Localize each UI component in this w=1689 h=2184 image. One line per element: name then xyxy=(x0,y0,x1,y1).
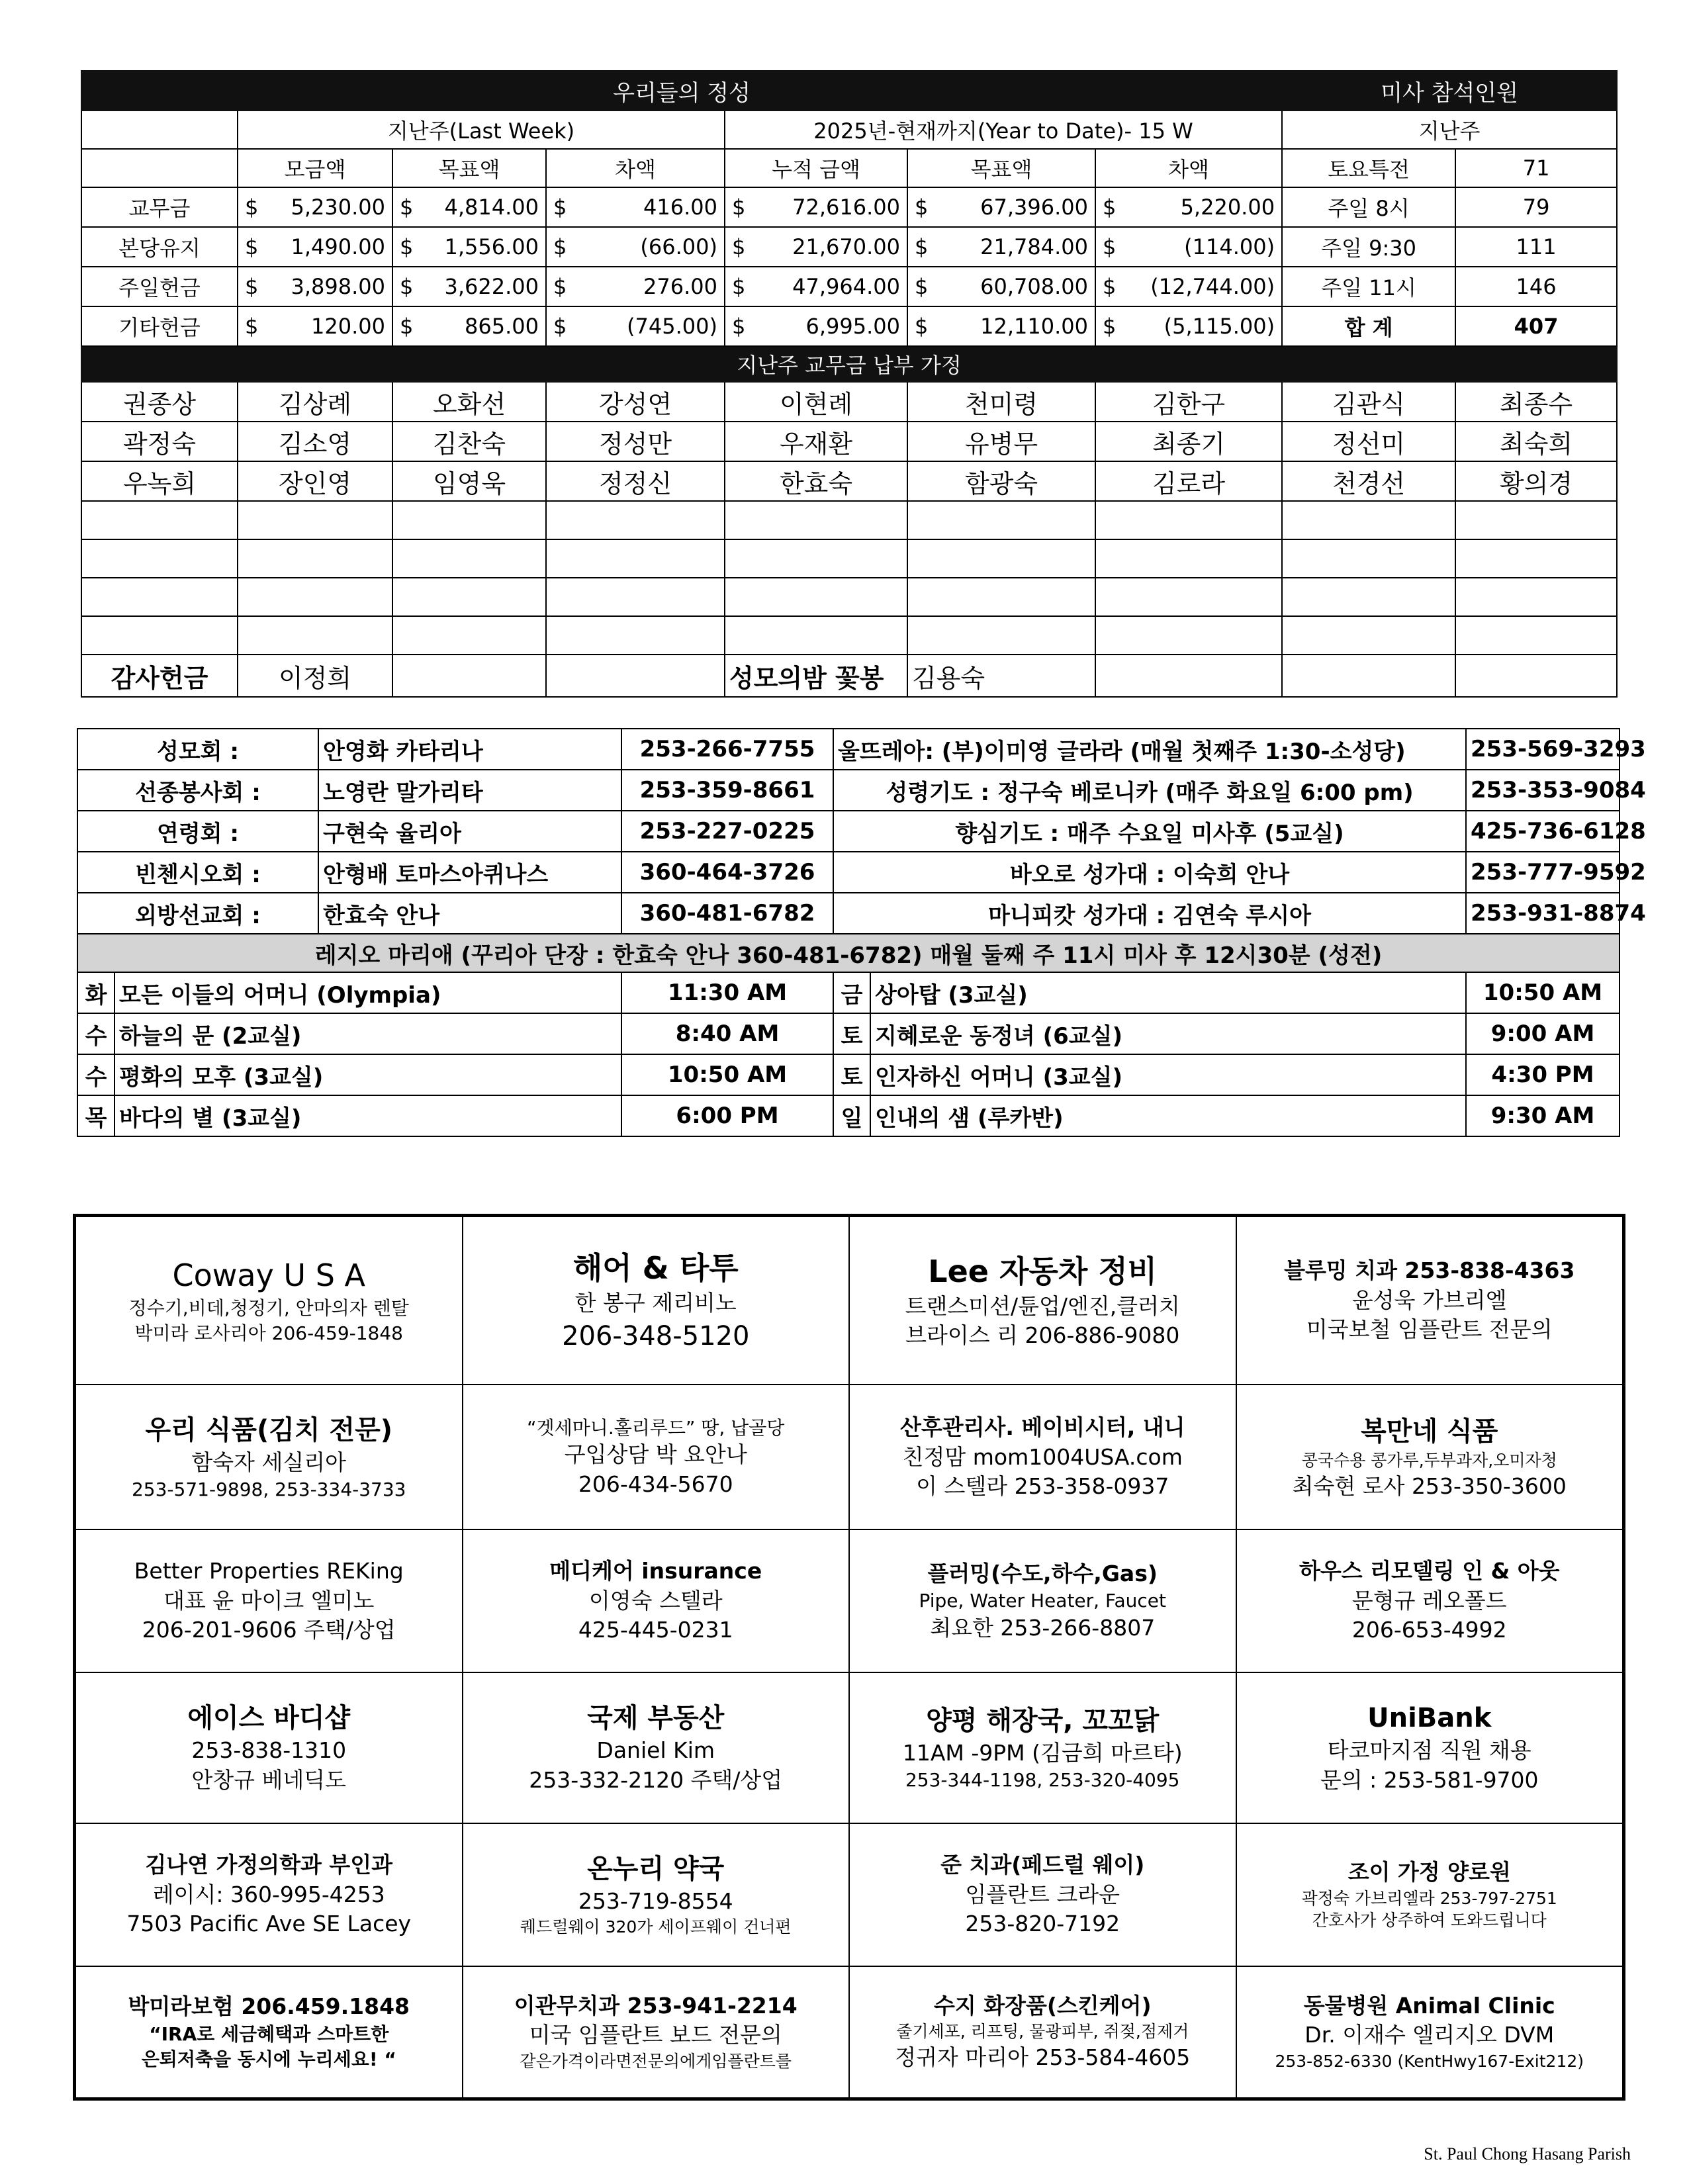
ad-yangpyeong-haejangguk xyxy=(849,1672,1236,1824)
ad-line: 7503 Pacific Ave SE Lacey xyxy=(126,1911,412,1937)
donor-name: 정정신 xyxy=(546,461,725,501)
donor-name: 강성연 xyxy=(546,382,725,422)
org-right: 바오로 성가대 : 이숙희 안나 xyxy=(833,852,1466,893)
ad-line: 206-434-5670 xyxy=(578,1471,733,1497)
org-phone: 360-464-3726 xyxy=(621,852,833,893)
donor-name: 이현례 xyxy=(725,382,907,422)
ytd-amount: 47,964.00 xyxy=(792,274,900,299)
ad-title: 에이스 바디샵 xyxy=(187,1703,351,1734)
ytd-diff: (114.00) xyxy=(1184,234,1275,259)
thanks-offering-name: 이정희 xyxy=(238,655,392,697)
ad-title: 동물병원 Animal Clinic xyxy=(1303,1992,1555,2019)
org-leader: 안영화 카타리나 xyxy=(318,729,621,770)
donor-name: 함광숙 xyxy=(907,461,1095,501)
lw-amount: 1,490.00 xyxy=(291,234,385,259)
ytd-amount: 72,616.00 xyxy=(792,195,900,220)
ad-line: 트랜스미션/튠업/엔진,클러치 xyxy=(905,1293,1180,1319)
ad-line: 이영숙 스텔라 xyxy=(588,1587,723,1614)
ad-line: 한 봉구 제리비노 xyxy=(574,1289,737,1316)
ad-title: Coway U S A xyxy=(172,1257,365,1294)
praesidium-name: 평화의 모후 (3교실) xyxy=(114,1054,621,1095)
legio-mariae-banner: 레지오 마리애 (꾸리아 단장 : 한효숙 안나 360-481-6782) 매월 둘째 주 11시 미사 후 12시30분 (성전) xyxy=(77,934,1620,972)
lw-diff: 416.00 xyxy=(643,195,717,220)
donor-name: 최숙희 xyxy=(1455,422,1617,461)
ad-line: 206-201-9606 주택/상업 xyxy=(142,1617,396,1643)
donor-name: 김찬숙 xyxy=(392,422,546,461)
donor-name: 김한구 xyxy=(1095,382,1282,422)
ad-line: 미국보철 임플란트 전문의 xyxy=(1306,1316,1553,1343)
org-name: 연령회 : xyxy=(77,811,318,852)
offering-label: 본당유지 xyxy=(81,227,238,267)
org-right-phone: 253-777-9592 xyxy=(1466,852,1620,893)
ad-line: 253-571-9898, 253-334-3733 xyxy=(131,1479,406,1501)
ad-woori-food xyxy=(75,1385,463,1529)
ad-line: 이 스텔라 253-358-0937 xyxy=(916,1473,1169,1500)
ad-kim-family-medicine xyxy=(75,1823,463,1966)
ad-line: 콩국수용 콩가루,두부과자,오미자청 xyxy=(1301,1450,1557,1470)
praesidium-day: 금 xyxy=(833,972,870,1013)
donor-name: 황의경 xyxy=(1455,461,1617,501)
ad-title: 우리 식품(김치 전문) xyxy=(145,1414,393,1445)
ad-line: 미국 임플란트 보드 전문의 xyxy=(529,2022,782,2048)
lw-amount: 5,230.00 xyxy=(291,195,385,220)
attendance-last-week-header: 지난주 xyxy=(1282,111,1617,149)
ad-line: 줄기세포, 리프팅, 물광피부, 쥐젖,점제거 xyxy=(896,2022,1189,2042)
org-phone: 253-359-8661 xyxy=(621,770,833,811)
ad-bokmanne-food xyxy=(1236,1385,1623,1529)
ytd-diff: 5,220.00 xyxy=(1180,195,1275,220)
donor-row xyxy=(81,382,1617,422)
ad-line: 문형규 레오폴드 xyxy=(1351,1587,1507,1614)
lw-target: 4,814.00 xyxy=(444,195,539,220)
ad-title: 조이 가정 양로원 xyxy=(1347,1859,1511,1885)
ad-line: “IRA로 세금혜택과 스마트한 xyxy=(149,2023,389,2045)
attendance-title: 미사 참석인원 xyxy=(1282,71,1617,111)
organizations-table xyxy=(77,728,1646,1137)
ad-line: 구입상담 박 요안나 xyxy=(564,1441,747,1468)
praesidium-day: 수 xyxy=(77,1013,114,1054)
ad-line: 임플란트 크라운 xyxy=(965,1881,1120,1907)
last-week-header: 지난주(Last Week) xyxy=(238,111,725,149)
offering-row: 기타헌금 $ 120.00 $ 865.00 $ (745.00) $ 6,995.00 $ 12,110.00 $ (5,115.00) 합 계 407 xyxy=(81,306,1617,346)
ad-line: 같은가격이라면전문의에게임플란트를 xyxy=(520,2051,792,2071)
donor-name: 최종수 xyxy=(1455,382,1617,422)
ad-line: Daniel Kim xyxy=(596,1737,715,1764)
praesidium-day: 토 xyxy=(833,1054,870,1095)
org-leader: 구현숙 율리아 xyxy=(318,811,621,852)
ytd-target: 12,110.00 xyxy=(980,314,1088,339)
praesidium-time: 6:00 PM xyxy=(621,1095,833,1136)
ad-line: 정귀자 마리아 253-584-4605 xyxy=(895,2044,1191,2071)
ad-suji-cosmetics xyxy=(849,1966,1236,2098)
ad-line: 친정맘 mom1004USA.com xyxy=(902,1443,1183,1470)
org-phone: 360-481-6782 xyxy=(621,893,833,934)
ytd-diff: (5,115.00) xyxy=(1164,314,1275,339)
ad-title: Better Properties REKing xyxy=(134,1558,404,1584)
ad-coway xyxy=(75,1216,463,1385)
org-name: 빈첸시오회 : xyxy=(77,852,318,893)
org-leader: 한효숙 안나 xyxy=(318,893,621,934)
donor-row xyxy=(81,461,1617,501)
lw-target: 865.00 xyxy=(465,314,539,339)
ad-line: 윤성욱 가브리엘 xyxy=(1351,1287,1507,1313)
ad-line: 정수기,비데,청정기, 안마의자 렌탈 xyxy=(128,1297,409,1320)
col-header: 모금액 xyxy=(238,149,392,187)
col-header: 누적 금액 xyxy=(725,149,907,187)
ad-title: 온누리 약국 xyxy=(587,1853,725,1884)
ad-line: 11AM -9PM (김금희 마르타) xyxy=(902,1739,1183,1766)
offering-row: 본당유지 $ 1,490.00 $ 1,556.00 $ (66.00) $ 21,670.00 $ 21,784.00 $ (114.00) 주일 9:30 111 xyxy=(81,227,1617,267)
ad-title: 해어 & 타투 xyxy=(572,1250,739,1286)
ad-line: 206-348-5120 xyxy=(562,1320,750,1351)
donor-row xyxy=(81,422,1617,461)
ytd-target: 21,784.00 xyxy=(980,234,1088,259)
org-right-phone: 425-736-6128 xyxy=(1466,811,1620,852)
ad-title: 준 치과(페드럴 웨이) xyxy=(940,1852,1145,1878)
donor-name: 천경선 xyxy=(1282,461,1455,501)
org-right-phone: 253-569-3293 xyxy=(1466,729,1620,770)
ad-hair-tattoo xyxy=(463,1216,850,1385)
ad-title: 플러밍(수도,하수,Gas) xyxy=(927,1560,1158,1586)
ad-intl-realestate xyxy=(463,1672,850,1824)
donor-name: 곽정숙 xyxy=(81,422,238,461)
ad-title: 김나연 가정의학과 부인과 xyxy=(145,1852,393,1878)
ad-line: 문의 : 253-581-9700 xyxy=(1320,1767,1539,1794)
praesidium-time: 10:50 AM xyxy=(1466,972,1620,1013)
ad-title: 박미라보험 206.459.1848 xyxy=(128,1993,410,2020)
donor-name: 김소영 xyxy=(238,422,392,461)
ad-cemetery xyxy=(463,1385,850,1529)
ad-unibank xyxy=(1236,1672,1623,1824)
ad-joy-nursing-home xyxy=(1236,1823,1623,1966)
offering-label: 주일헌금 xyxy=(81,267,238,306)
org-right-phone: 253-353-9084 xyxy=(1466,770,1620,811)
ad-line: 브라이스 리 206-886-9080 xyxy=(905,1322,1180,1349)
praesidium-name: 모든 이들의 어머니 (Olympia) xyxy=(114,972,621,1013)
org-phone: 253-227-0225 xyxy=(621,811,833,852)
donor-name: 한효숙 xyxy=(725,461,907,501)
praesidium-day: 일 xyxy=(833,1095,870,1136)
donor-name: 천미령 xyxy=(907,382,1095,422)
donor-name: 장인영 xyxy=(238,461,392,501)
ad-title: 수지 화장품(스킨케어) xyxy=(933,1992,1152,2019)
attendance-mass: 주일 11시 xyxy=(1282,267,1455,306)
org-leader: 노영란 말가리타 xyxy=(318,770,621,811)
attendance-mass: 토요특전 xyxy=(1282,149,1455,187)
donor-name: 김관식 xyxy=(1282,382,1455,422)
praesidium-time: 9:30 AM xyxy=(1466,1095,1620,1136)
ad-line: 안창규 베네딕도 xyxy=(191,1767,347,1794)
praesidium-day: 수 xyxy=(77,1054,114,1095)
offering-label: 교무금 xyxy=(81,187,238,227)
org-right: 성령기도 : 정구숙 베로니카 (매주 화요일 6:00 pm) xyxy=(833,770,1466,811)
offering-row: 교무금 $ 5,230.00 $ 4,814.00 $ 416.00 $ 72,616.00 $ 67,396.00 $ 5,220.00 주일 8시 79 xyxy=(81,187,1617,227)
ad-onnuri-pharmacy xyxy=(463,1823,850,1966)
donor-name: 권종상 xyxy=(81,382,238,422)
ad-line: 253-838-1310 xyxy=(191,1737,347,1764)
ytd-header: 2025년-현재까지(Year to Date)- 15 W xyxy=(725,111,1282,149)
praesidium-time: 9:00 AM xyxy=(1466,1013,1620,1054)
org-phone: 253-266-7755 xyxy=(621,729,833,770)
ad-title: 산후관리사. 베이비시터, 내니 xyxy=(899,1414,1185,1441)
org-right: 울뜨레아: (부)이미영 글라라 (매월 첫째주 1:30-소성당) xyxy=(833,729,1466,770)
attendance-mass: 주일 9:30 xyxy=(1282,227,1455,267)
offering-label: 기타헌금 xyxy=(81,306,238,346)
ad-title: “겟세마니.홀리루드” 땅, 납골당 xyxy=(527,1416,785,1439)
ytd-diff: (12,744.00) xyxy=(1150,274,1275,299)
donor-name: 김상례 xyxy=(238,382,392,422)
ad-plumbing xyxy=(849,1529,1236,1672)
ad-line: 최요한 253-266-8807 xyxy=(930,1614,1156,1641)
flower-offering-name: 김용숙 xyxy=(907,655,1095,697)
org-row xyxy=(77,893,1620,934)
ad-line: 253-820-7192 xyxy=(965,1911,1120,1937)
ad-title: 하우스 리모델링 인 & 아웃 xyxy=(1299,1558,1560,1584)
lw-diff: 276.00 xyxy=(643,274,717,299)
ad-line: Dr. 이재수 엘리지오 DVM xyxy=(1304,2022,1555,2048)
org-leader: 안형배 토마스아퀴나스 xyxy=(318,852,621,893)
ad-line: 253-719-8554 xyxy=(578,1888,733,1914)
ytd-target: 60,708.00 xyxy=(980,274,1088,299)
praesidium-time: 10:50 AM xyxy=(621,1054,833,1095)
praesidium-time: 11:30 AM xyxy=(621,972,833,1013)
praesidium-time: 4:30 PM xyxy=(1466,1054,1620,1095)
ad-title: Lee 자동차 정비 xyxy=(928,1253,1158,1289)
ad-line: Pipe, Water Heater, Faucet xyxy=(919,1590,1166,1612)
praesidium-day: 화 xyxy=(77,972,114,1013)
ad-title: 국제 부동산 xyxy=(587,1703,725,1734)
col-header: 목표액 xyxy=(392,149,546,187)
lw-diff: (66.00) xyxy=(640,234,717,259)
praesidium-time: 8:40 AM xyxy=(621,1013,833,1054)
offering-row: 주일헌금 $ 3,898.00 $ 3,622.00 $ 276.00 $ 47,964.00 $ 60,708.00 $ (12,744.00) 주일 11시 146 xyxy=(81,267,1617,306)
ad-line: 253-332-2120 주택/상업 xyxy=(529,1767,783,1794)
ad-ace-bodyshop xyxy=(75,1672,463,1824)
ad-line: 대표 윤 마이크 엘미노 xyxy=(163,1587,375,1614)
praesidium-day: 목 xyxy=(77,1095,114,1136)
ad-title: 복만네 식품 xyxy=(1361,1416,1498,1447)
lw-amount: 3,898.00 xyxy=(291,274,385,299)
donor-name: 최종기 xyxy=(1095,422,1282,461)
ad-line: 곽정숙 가브리엘라 253-797-2751 xyxy=(1301,1888,1557,1908)
ad-animal-clinic xyxy=(1236,1966,1623,2098)
ad-line: 206-653-4992 xyxy=(1351,1617,1507,1643)
ad-title: 이관무치과 253-941-2214 xyxy=(514,1992,798,2019)
org-right-phone: 253-931-8874 xyxy=(1466,893,1620,934)
ad-line: 간호사가 상주하여 도와드립니다 xyxy=(1312,1911,1547,1931)
ad-line: 253-344-1198, 253-320-4095 xyxy=(905,1769,1180,1792)
attendance-total-label: 합 계 xyxy=(1282,306,1455,346)
praesidium-name: 지혜로운 동정녀 (6교실) xyxy=(870,1013,1466,1054)
org-row xyxy=(77,811,1620,852)
ad-title: 메디케어 insurance xyxy=(549,1558,762,1584)
org-row xyxy=(77,729,1620,770)
praesidium-name: 하늘의 문 (2교실) xyxy=(114,1013,621,1054)
donor-name: 정성만 xyxy=(546,422,725,461)
parish-footer: St. Paul Chong Hasang Parish xyxy=(1424,2144,1631,2163)
praesidium-row xyxy=(77,1013,1620,1054)
ad-title: 양평 해장국, 꼬꼬닭 xyxy=(926,1705,1160,1736)
col-header: 목표액 xyxy=(907,149,1095,187)
donor-name: 임영욱 xyxy=(392,461,546,501)
ytd-target: 67,396.00 xyxy=(980,195,1088,220)
org-row xyxy=(77,770,1620,811)
ad-lee-auto xyxy=(849,1216,1236,1385)
donor-name: 오화선 xyxy=(392,382,546,422)
ad-postpartum-care xyxy=(849,1385,1236,1529)
attendance-mass: 주일 8시 xyxy=(1282,187,1455,227)
ytd-amount: 6,995.00 xyxy=(805,314,900,339)
praesidium-day: 토 xyxy=(833,1013,870,1054)
ad-line: 253-852-6330 (KentHwy167-Exit212) xyxy=(1275,2051,1584,2071)
donor-name: 유병무 xyxy=(907,422,1095,461)
praesidium-name: 인자하신 어머니 (3교실) xyxy=(870,1054,1466,1095)
ad-lee-dental xyxy=(463,1966,850,2098)
praesidium-row xyxy=(77,1054,1620,1095)
donor-name: 정선미 xyxy=(1282,422,1455,461)
praesidium-name: 바다의 별 (3교실) xyxy=(114,1095,621,1136)
praesidium-name: 인내의 샘 (루카반) xyxy=(870,1095,1466,1136)
ad-line: 타코마지점 직원 채용 xyxy=(1327,1737,1531,1764)
flower-offering-label: 성모의밤 꽃봉 xyxy=(725,655,907,697)
ad-line: 425-445-0231 xyxy=(578,1617,733,1643)
ad-medicare xyxy=(463,1529,850,1672)
org-row xyxy=(77,852,1620,893)
ad-title: 블루밍 치과 253-838-4363 xyxy=(1284,1257,1575,1284)
ad-line: 은퇴저축을 동시에 누리세요! “ xyxy=(141,2048,396,2070)
org-name: 선종봉사회 : xyxy=(77,770,318,811)
ad-better-properties xyxy=(75,1529,463,1672)
org-name: 성모회 : xyxy=(77,729,318,770)
ad-line: 퀘드럴웨이 320가 세이프웨이 건너편 xyxy=(520,1917,792,1937)
donor-name: 우녹희 xyxy=(81,461,238,501)
col-header: 차액 xyxy=(1095,149,1282,187)
attendance-count: 146 xyxy=(1455,267,1617,306)
ad-title: UniBank xyxy=(1367,1703,1492,1734)
donor-name: 우재환 xyxy=(725,422,907,461)
ad-house-remodeling xyxy=(1236,1529,1623,1672)
donors-title: 지난주 교무금 납부 가정 xyxy=(81,346,1617,382)
ytd-amount: 21,670.00 xyxy=(792,234,900,259)
col-header: 차액 xyxy=(546,149,725,187)
attendance-total: 407 xyxy=(1455,306,1617,346)
attendance-count: 79 xyxy=(1455,187,1617,227)
lw-target: 1,556.00 xyxy=(444,234,539,259)
org-name: 외방선교회 : xyxy=(77,893,318,934)
offerings-title: 우리들의 정성 xyxy=(81,71,1282,111)
ad-line: 레이시: 360-995-4253 xyxy=(152,1881,385,1907)
thanks-offering-label: 감사헌금 xyxy=(81,655,238,697)
lw-target: 3,622.00 xyxy=(444,274,539,299)
advertisement-grid xyxy=(73,1214,1625,2101)
donor-name: 김로라 xyxy=(1095,461,1282,501)
org-right: 향심기도 : 매주 수요일 미사후 (5교실) xyxy=(833,811,1466,852)
org-right: 마니피캇 성가대 : 김연숙 루시아 xyxy=(833,893,1466,934)
lw-amount: 120.00 xyxy=(311,314,385,339)
praesidium-name: 상아탑 (3교실) xyxy=(870,972,1466,1013)
ad-line: 최숙현 로사 253-350-3600 xyxy=(1292,1473,1567,1499)
praesidium-row xyxy=(77,1095,1620,1136)
ad-line: 함숙자 세실리아 xyxy=(191,1449,347,1475)
ad-blooming-dental xyxy=(1236,1216,1623,1385)
lw-diff: (745.00) xyxy=(627,314,717,339)
ad-line: 박미라 로사리아 206-459-1848 xyxy=(134,1322,403,1345)
praesidium-row xyxy=(77,972,1620,1013)
attendance-count: 71 xyxy=(1455,149,1617,187)
attendance-count: 111 xyxy=(1455,227,1617,267)
ad-jun-dental xyxy=(849,1823,1236,1966)
ad-park-insurance xyxy=(75,1966,463,2098)
offerings-table xyxy=(81,70,1618,698)
